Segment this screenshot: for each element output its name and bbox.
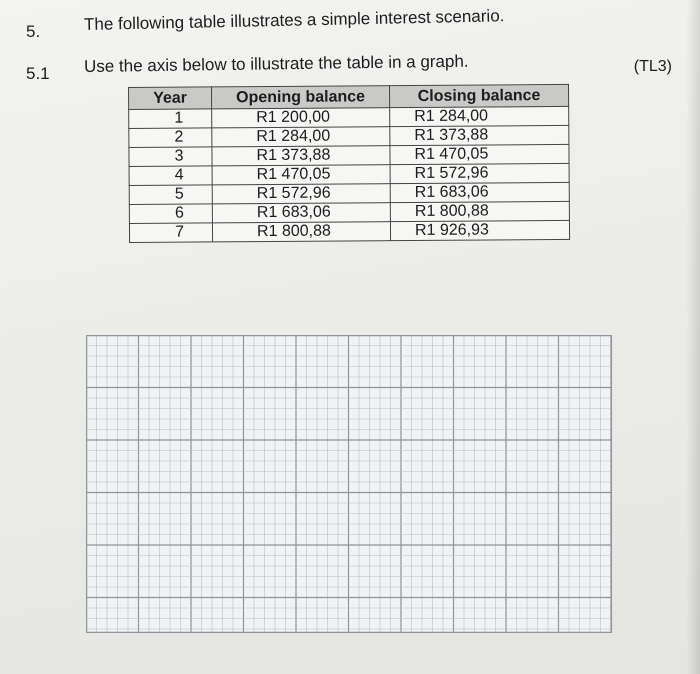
year-cell: 2 bbox=[129, 128, 212, 148]
closing-balance-cell: R1 683,06 bbox=[390, 182, 569, 202]
closing-balance-cell: R1 572,96 bbox=[390, 163, 569, 183]
opening-balance-cell: R1 572,96 bbox=[212, 184, 390, 204]
year-cell: 7 bbox=[129, 223, 212, 243]
closing-balance-cell: R1 373,88 bbox=[390, 125, 569, 145]
subquestion-number: 5.1 bbox=[26, 64, 50, 83]
opening-balance-cell: R1 800,88 bbox=[212, 222, 390, 242]
opening-balance-cell: R1 284,00 bbox=[212, 127, 390, 147]
opening-balance-cell: R1 373,88 bbox=[212, 146, 390, 166]
year-cell: 6 bbox=[129, 204, 212, 224]
closing-balance-cell: R1 470,05 bbox=[390, 144, 569, 164]
year-cell: 5 bbox=[129, 185, 212, 205]
table-row bbox=[129, 220, 569, 242]
header-year: Year bbox=[129, 87, 212, 110]
closing-balance-cell: R1 284,00 bbox=[390, 106, 569, 126]
graph-paper-grid[interactable] bbox=[86, 335, 612, 633]
closing-balance-cell: R1 926,93 bbox=[390, 220, 569, 240]
opening-balance-cell: R1 470,05 bbox=[212, 165, 390, 185]
opening-balance-cell: R1 683,06 bbox=[212, 203, 390, 223]
year-cell: 1 bbox=[129, 109, 212, 129]
header-opening-balance: Opening balance bbox=[212, 86, 390, 109]
subquestion-text: Use the axis below to illustrate the table in a graph. bbox=[83, 51, 469, 76]
year-cell: 3 bbox=[129, 147, 212, 167]
marks-label: (TL3) bbox=[633, 58, 672, 75]
table-header-row bbox=[129, 84, 569, 109]
closing-balance-cell: R1 800,88 bbox=[390, 201, 569, 221]
header-closing-balance: Closing balance bbox=[389, 84, 568, 107]
year-cell: 4 bbox=[129, 166, 212, 186]
question-text: The following table illustrates a simple interest scenario. bbox=[83, 6, 505, 34]
question-number: 5. bbox=[26, 22, 41, 41]
interest-table bbox=[128, 84, 570, 243]
page-edge-shadow bbox=[686, 0, 700, 674]
opening-balance-cell: R1 200,00 bbox=[212, 108, 390, 128]
